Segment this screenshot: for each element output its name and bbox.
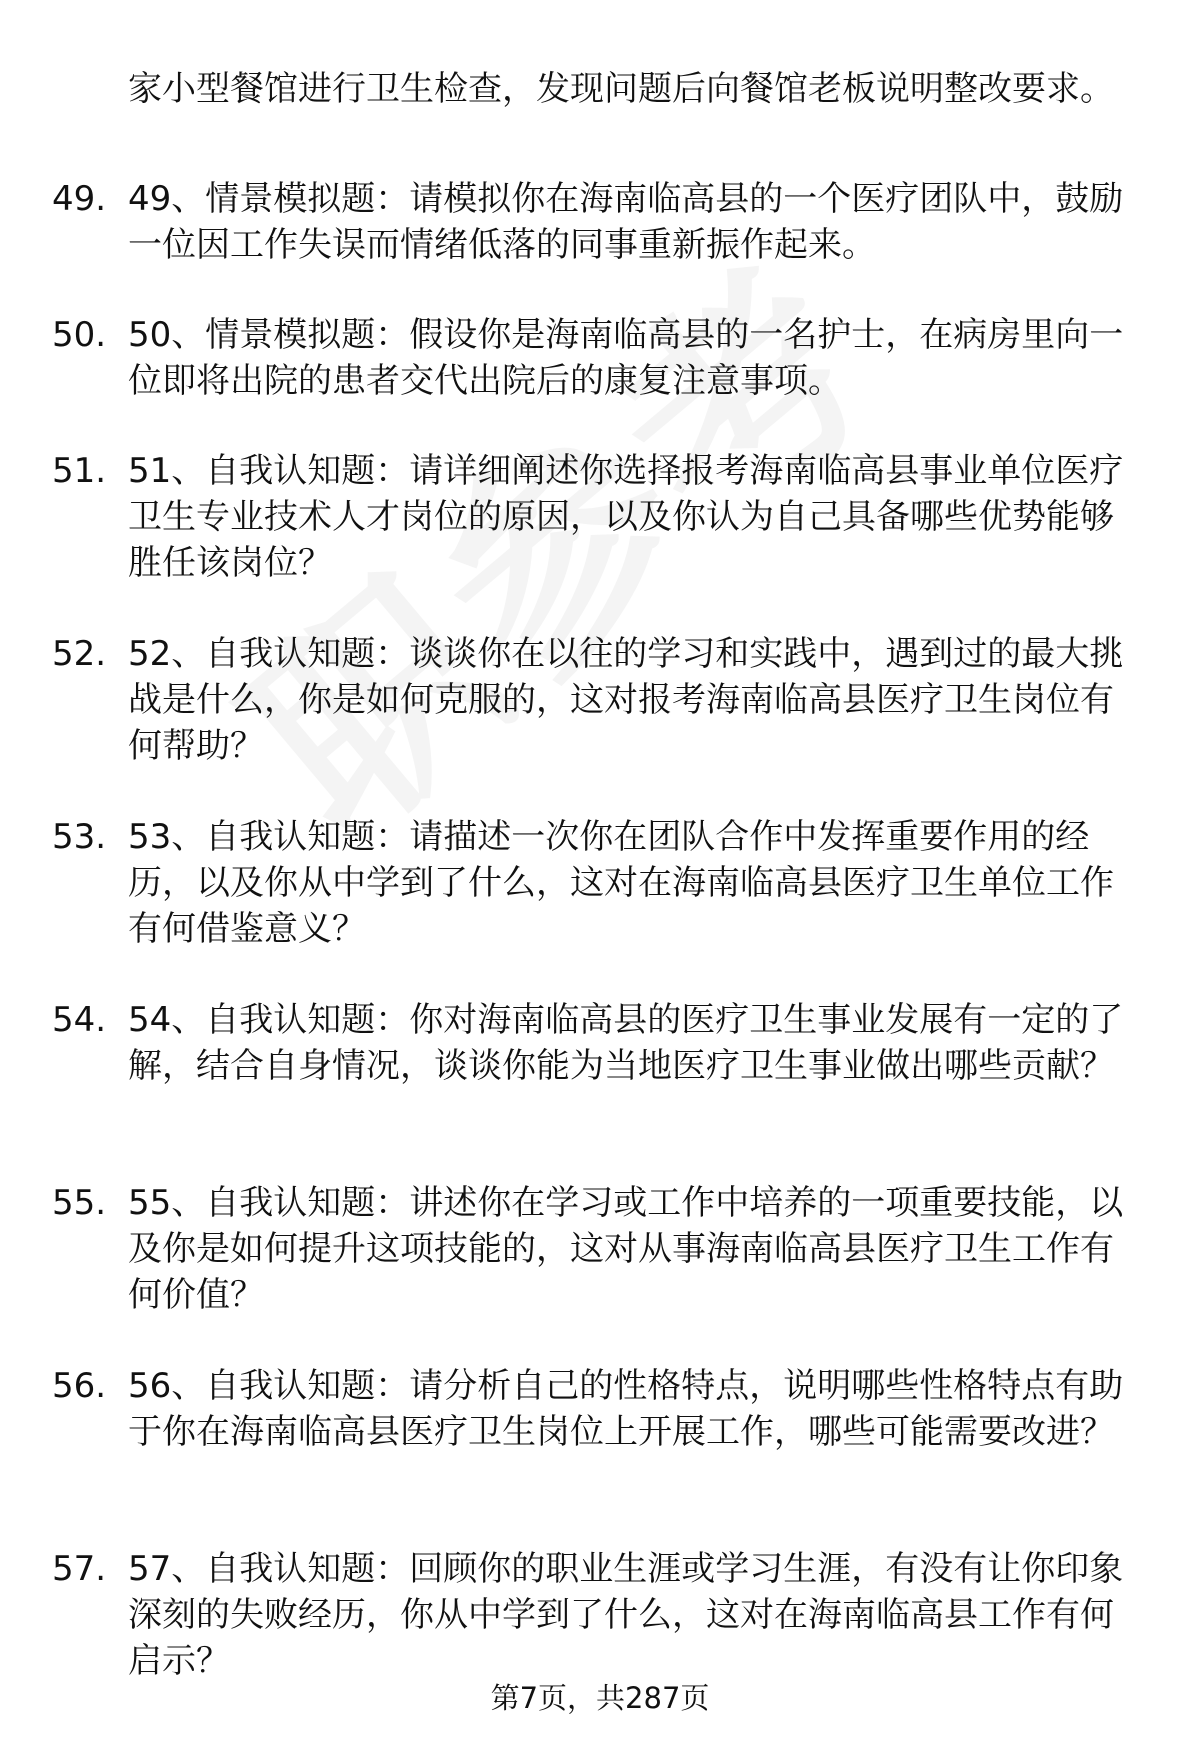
question-number: 51. xyxy=(52,451,107,491)
question-item xyxy=(0,1363,1200,1546)
question-item xyxy=(0,814,1200,997)
page-footer: 第7页，共287页 xyxy=(490,1681,710,1715)
question-number: 53. xyxy=(52,817,107,857)
question-number: 49. xyxy=(52,179,107,219)
question-text: 55、自我认知题：讲述你在学习或工作中培养的一项重要技能，以及你是如何提升这项技能的，这对从事海南临高县医疗卫生工作有何价值？ xyxy=(128,1183,1124,1315)
question-text: 51、自我认知题：请详细阐述你选择报考海南临高县事业单位医疗卫生专业技术人才岗位的原因，以及你认为自己具备哪些优势能够胜任该岗位？ xyxy=(128,451,1124,583)
question-item xyxy=(0,312,1200,448)
question-text: 50、情景模拟题：假设你是海南临高县的一名护士，在病房里向一位即将出院的患者交代出院后的康复注意事项。 xyxy=(128,315,1124,401)
question-text: 49、情景模拟题：请模拟你在海南临高县的一个医疗团队中，鼓励一位因工作失误而情绪低落的同事重新振作起来。 xyxy=(128,179,1124,265)
question-item xyxy=(0,631,1200,814)
question-list xyxy=(0,176,1200,1729)
question-text: 53、自我认知题：请描述一次你在团队合作中发挥重要作用的经历，以及你从中学到了什么，这对在海南临高县医疗卫生单位工作有何借鉴意义？ xyxy=(128,817,1114,949)
question-number: 56. xyxy=(52,1366,107,1406)
continued-question-text: 家小型餐馆进行卫生检查，发现问题后向餐馆老板说明整改要求。 xyxy=(128,69,1114,109)
question-text: 54、自我认知题：你对海南临高县的医疗卫生事业发展有一定的了解，结合自身情况，谈谈你能为当地医疗卫生事业做出哪些贡献？ xyxy=(128,1000,1124,1086)
question-number: 50. xyxy=(52,315,107,355)
question-number: 54. xyxy=(52,1000,107,1040)
question-number: 55. xyxy=(52,1183,107,1223)
question-item xyxy=(0,448,1200,631)
question-text: 52、自我认知题：谈谈你在以往的学习和实践中，遇到过的最大挑战是什么，你是如何克服的，这对报考海南临高县医疗卫生岗位有何帮助？ xyxy=(128,634,1124,766)
question-number: 57. xyxy=(52,1549,107,1589)
question-text: 57、自我认知题：回顾你的职业生涯或学习生涯，有没有让你印象深刻的失败经历，你从中学到了什么，这对在海南临高县工作有何启示？ xyxy=(128,1549,1124,1681)
question-text: 56、自我认知题：请分析自己的性格特点，说明哪些性格特点有助于你在海南临高县医疗卫生岗位上开展工作，哪些可能需要改进？ xyxy=(128,1366,1124,1452)
question-item xyxy=(0,997,1200,1180)
question-item xyxy=(0,176,1200,312)
question-number: 52. xyxy=(52,634,107,674)
question-item xyxy=(0,1180,1200,1363)
